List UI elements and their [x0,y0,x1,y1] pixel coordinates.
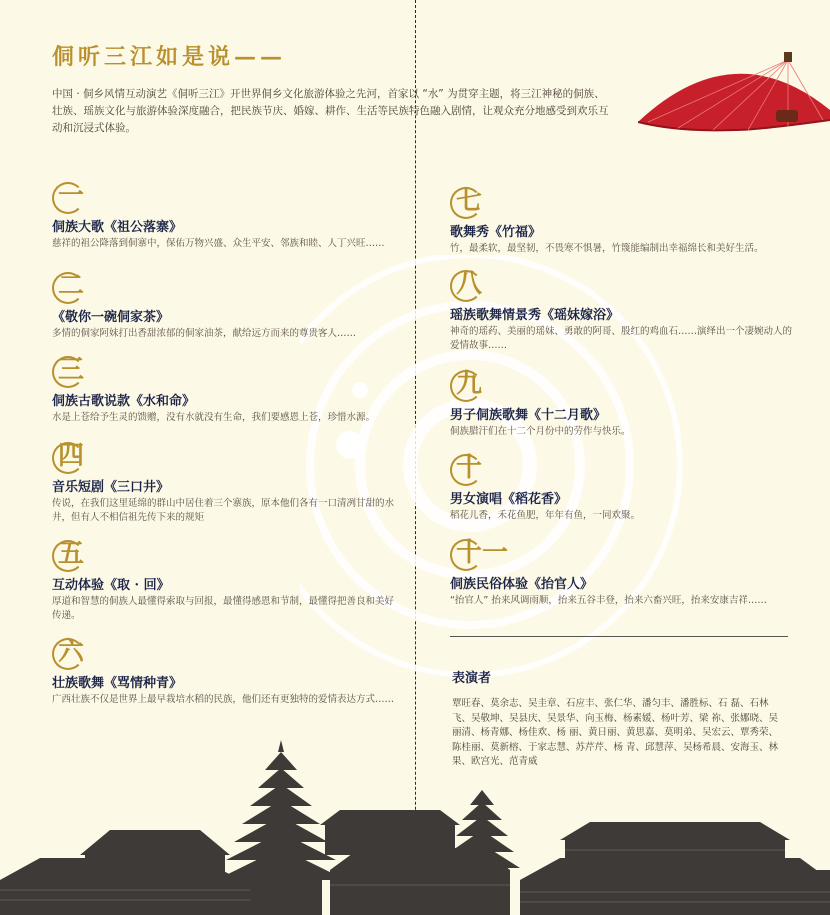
program-item-4 [52,440,397,525]
item-number-badge [52,636,142,670]
item-number-badge [52,440,142,474]
item-number-badge [52,354,142,388]
item-number: 七 [456,186,483,216]
item-number-badge [52,270,142,304]
item-heading: 音乐短剧《三口井》 [52,480,170,495]
item-heading: 侗族民俗体验《抬官人》 [450,577,594,592]
item-number-badge [450,368,540,402]
item-heading: 《敬你一碗侗家茶》 [52,310,170,325]
item-number: 十一 [456,538,509,568]
item-number-badge [450,452,540,486]
item-number: 八 [456,269,483,299]
item-description: 竹，最柔软，最坚韧，不畏寒不惧暑，竹篾能编制出幸福绵长和美好生活。 [450,243,764,254]
program-item-8 [450,268,795,353]
item-description: 广西壮族不仅是世界上最早栽培水稻的民族，他们还有更独特的爱情表达方式…… [52,694,395,705]
item-number: 二 [58,271,85,301]
intro-paragraph: 中国 · 侗乡风情互动演艺《侗听三江》开世界侗乡文化旅游体验之先河，首家以 “水” 为贯穿主题，将三江神秘的侗族、壮族、瑶族文化与旅游体验深度融合，把民族节庆、婚嫁、耕作、生活等民族特色融入剧情，让观众充分地感受到欢乐互动和沉浸式体验。 [52,88,609,134]
item-description: 多情的侗家阿妹打出香甜浓郁的侗家油茶，献给远方而来的尊贵客人…… [52,328,357,339]
section-divider-line [450,636,788,637]
item-heading: 侗族大歌《祖公落寨》 [52,220,183,235]
item-number: 九 [456,369,483,399]
program-item-2 [52,270,397,341]
performers-names: 覃旺春、莫余志、吴圭章、石应丰、张仁华、潘匀丰、潘胜标、石 磊、石林飞、吴敬坤、吴县庆、吴景华、向玉梅、杨素媛、杨叶芳、梁 祢、张娜晓、吴丽清、杨青娜、杨佳欢、杨 丽、黄日丽、黄思嘉、莫明弟、吴宏云、覃秀荣、陈桂丽、莫新榕、于家志慧、苏芹芹、杨 青、邱慧萍、吴杨希晨、安海玉、林 果、欧宫光、范青威 [452,698,779,767]
item-number-badge [52,180,142,214]
item-number: 一 [58,181,85,211]
program-item-7 [450,185,795,256]
item-number-badge [450,268,540,302]
item-heading: 侗族古歌说款《水和命》 [52,394,196,409]
program-item-9 [450,368,795,439]
item-heading: 男女演唱《稻花香》 [450,492,568,507]
item-number: 三 [58,355,85,385]
item-description: “抬官人” 抬来风调雨顺，抬来五谷丰登，抬来六畜兴旺，抬来安康吉祥…… [450,595,767,606]
item-number: 四 [58,441,85,471]
item-number-badge [450,537,540,571]
item-number: 五 [58,539,85,569]
program-item-3 [52,354,397,425]
item-number-badge [52,538,142,572]
item-description: 侗族腊汗们在十二个月份中的劳作与快乐。 [450,426,631,437]
item-description: 水是上苍给予生灵的馈赠，没有水就没有生命，我们要感恩上苍，珍惜水源。 [52,412,376,423]
item-heading: 歌舞秀《竹福》 [450,225,542,240]
item-description: 传说，在我们这里延绵的群山中居住着三个寨族，原本他们各有一口清冽甘甜的水井，但有人不相信祖先传下来的规矩 [52,498,395,523]
page-title: 侗听三江如是说—— [52,44,287,70]
item-description: 神奇的瑶药、美丽的瑶妹、勇敢的阿哥、殷红的鸡血石……演绎出一个凄婉动人的爱情故事…… [450,326,793,351]
performers-title: 表演者 [452,671,492,686]
item-number: 十 [456,453,483,483]
dong-village-drum-tower-image [0,730,830,915]
item-description: 慈祥的祖公降落到侗寨中，保佑万物兴盛、众生平安、邻族和睦、人丁兴旺…… [52,238,385,249]
program-item-6 [52,636,397,707]
item-number-badge [450,185,540,219]
program-item-1 [52,180,397,251]
item-description: 厚道和智慧的侗族人最懂得索取与回报，最懂得感恩和节制，最懂得把善良和美好传递。 [52,596,395,621]
item-heading: 瑶族歌舞情景秀《瑶妹嫁浴》 [450,308,620,323]
item-heading: 壮族歌舞《骂情种青》 [52,676,183,691]
item-number: 六 [58,637,85,667]
program-item-5 [52,538,397,623]
item-heading: 男子侗族歌舞《十二月歌》 [450,408,607,423]
red-umbrella-image [638,50,830,142]
program-item-10 [450,452,795,523]
item-description: 稻花儿香，禾花鱼肥，年年有鱼，一同欢聚。 [450,510,641,521]
program-item-11 [450,537,795,608]
item-heading: 互动体验《取 · 回》 [52,578,170,593]
